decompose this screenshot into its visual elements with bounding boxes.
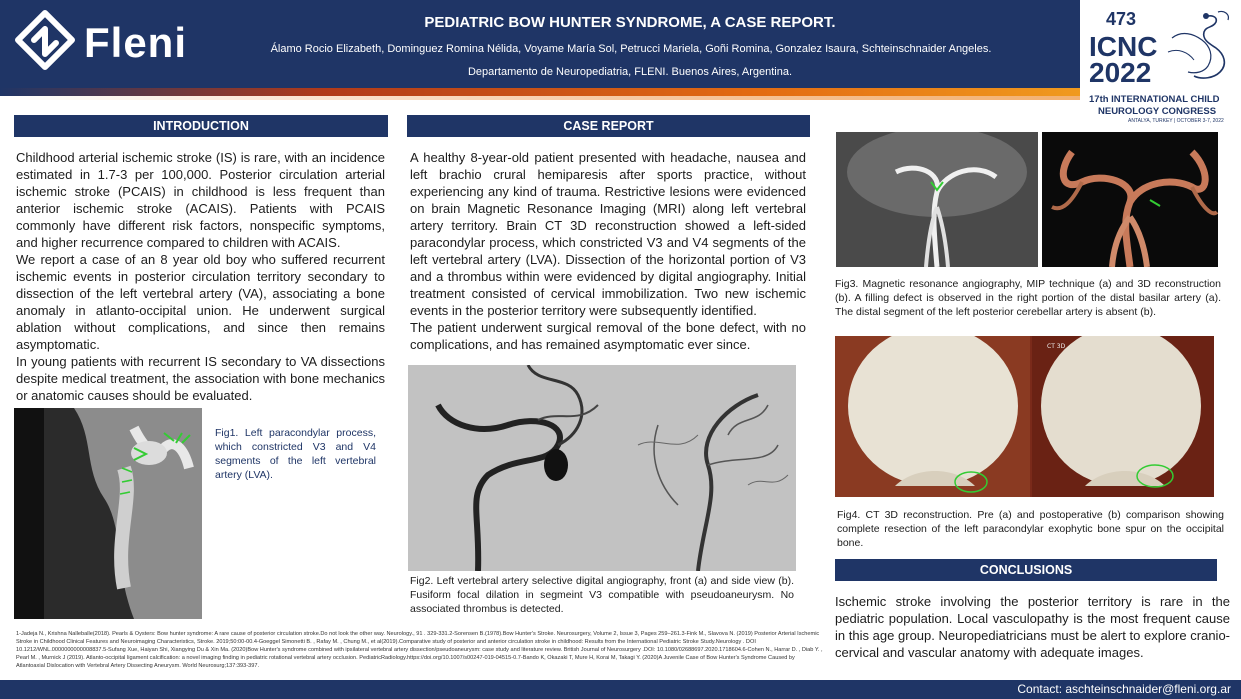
- fig4-caption: Fig4. CT 3D reconstruction. Pre (a) and postoperative (b) comparison showing complete resection of the left paracondylar exophytic bone spur on the occipital bone.: [837, 509, 1224, 549]
- ct-sagittal-image: [14, 408, 202, 619]
- case-paragraph-1: A healthy 8-year-old patient presented with headache, nausea and left brachio crural hemiparesis after sports practice, without experiencing any kind of trauma. Restrictive lesions were evidenced on brain Magnetic Resonance Imaging (MRI) along left vertebral artery territory. Brain CT 3D reconstruction showed a left-sided paracondylar process, which constricted V3 and V4 segments of the left vertebral artery (LVA). Dissection of the horizontal portion of V3 and a thrombus within were evidenced by digital angiography. Initial treatment consisted of cervical immobilization. Two new ischemic events in the posterior territory were subsequently identified.: [410, 150, 806, 318]
- congress-badge: [1080, 0, 1241, 128]
- header-bar: [0, 0, 1241, 92]
- contact-email[interactable]: Contact: aschteinschnaider@fleni.org.ar: [1017, 682, 1231, 696]
- angiography-image: [408, 365, 796, 571]
- affiliation: Departamento de Neuropediatria, FLENI. Buenos Aires, Argentina.: [467, 66, 793, 78]
- poster-number: 473: [1106, 9, 1137, 29]
- fig4-overlay-label: CT 3D: [1047, 343, 1066, 350]
- fig4-image: [835, 336, 1214, 497]
- fleni-logo-icon: [14, 10, 76, 76]
- case-paragraph-2: The patient underwent surgical removal of the bone defect, with no complications, and has remained asymptomatic ever since.: [410, 320, 806, 352]
- authors: Álamo Rocio Elizabeth, Dominguez Romina Nélida, Voyame María Sol, Petrucci Mariela, Goñi Romina, Gonzalez Isaura, Schteinschnaider Angeles.: [270, 43, 992, 55]
- fig2-caption: Fig2. Left vertebral artery selective digital angiography, front (a) and side view (b). Fusiform focal dilation in segmeint V3 compatible with pseudoaneurysm. No associated thrombus is detected.: [410, 575, 794, 615]
- fig2-image: [408, 365, 796, 571]
- conclusions-heading: CONCLUSIONS: [835, 559, 1217, 581]
- fig1-caption: Fig1. Left paracondylar process, which constricted V3 and V4 segments of the left vertebral artery (LVA).: [215, 427, 376, 481]
- mra-mip-image: [836, 132, 1038, 267]
- intro-paragraph-1: Childhood arterial ischemic stroke (IS) is rare, with an incidence estimated in 1.7-3 per 100,000. Posterior circulation arterial ischemic stroke (PCAIS) in childhood is less frequent than anterior ischemic stroke (ACAIS). Patients with PCAIS commonly have different risk factors, nonspecific symptoms, and higher recurrence compared to children with ACAIS.: [16, 150, 385, 250]
- fig3a-image: [836, 132, 1038, 267]
- case-report-heading: CASE REPORT: [407, 115, 810, 137]
- fig1-image: [14, 408, 202, 619]
- logo-text: Fleni: [84, 19, 188, 66]
- accent-stripe-light: [0, 96, 1080, 100]
- introduction-heading: INTRODUCTION: [14, 115, 388, 137]
- accent-stripe: [0, 88, 1080, 96]
- whirling-dancer-icon: [1158, 8, 1236, 90]
- fig3-caption: Fig3. Magnetic resonance angiography, MIP technique (a) and 3D reconstruction (b). A filling defect is observed in the right portion of the distal basilar artery (a). The distal segment of the left posterior cerebellar artery is absent (b).: [835, 278, 1221, 318]
- intro-paragraph-2: We report a case of an 8 year old boy who suffered recurrent ischemic events in posterior circulation territory secondary to dissection of the left vertebral artery (VA), associating a bone anomaly in atlanto-occipital union. He underwent surgical ablation without complications, and since then remains asymptomatic.: [16, 252, 385, 352]
- intro-paragraph-3: In young patients with recurrent IS secondary to VA dissections despite medical treatment, the association with bone mechanics or anatomic causes should be evaluated.: [16, 354, 385, 403]
- ct-3d-skull-image: [835, 336, 1214, 497]
- fig3b-image: [1042, 132, 1218, 267]
- fleni-logo: [14, 10, 187, 76]
- congress-acronym: ICNC 2022: [1089, 31, 1158, 88]
- conclusions-text: Ischemic stroke involving the posterior territory is rare in the pediatric population. Local vasculopathy is the most frequent cause in this age group. Neuropediatricians must be alert to explore cranio-cervical and vascular anatomy with adequate images.: [835, 594, 1230, 660]
- references: 1-Jadeja N., Krishna Nalleballe(2018). Pearls & Oysters: Bow hunter syndrome: A rare cause of posterior circulation stroke.Do not look the other way. Neurology., 91 . 329-331.2-Sorensen B.(1978).Bow Hunter's Stroke. Neurosurgery, Volume 2, Issue 3, Pages 259–261.3-Fink M., Slavova N. (2019) Posterior Arterial Ischemic Stroke in Childhood Clinical Features and Neuroimaging Characteristics, Stroke. 2019;50:00-00.4-Goeggel Simonetti B. , Rafay M. , Chung M., et al(2019).Comparative study of posterior and anterior circulation stroke in childhood: Results from the International Pediatric Stroke Study.Neurology . DOI 10.1212/WNL.0000000000008837.5-Sufang Xue, Haiyan Shi, Xiangying Du & Xin Ma. (2020)Bow Hunter's syndrome combined with ipsilateral vertebral artery dissection/pseudoaneurysm: case study and literature review. British Journal of Neurosurgery .DOI: 10.1080/02688697.2020.1718604.6-Cohen N., Harrar D. , Diab Y. , Pearl M. , Murnick J (2019). Atlanto-occipital ligament calcification: a novel imaging finding in pediatric rotational vertebral artery occlusion. PediatricRadiology.https://doi.org/10.1007/s00247-019-04515-0.7-Bando K, Okazaki T, Mure H, Korai M, Takagi Y. (2020)A Juvenile Case of Bow Hunter's Syndrome Caused by Atlantoaxial Dislocation with Vertebral Artery Dissecting Aneurysm. World Neurosurg;137:393-397.: [16, 631, 823, 669]
- congress-full-name: 17th INTERNATIONAL CHILD NEUROLOGY CONGRESS: [1089, 94, 1220, 117]
- footer-bar: [0, 680, 1241, 699]
- mra-3d-image: [1042, 132, 1218, 267]
- congress-location: ANTALYA, TURKEY | OCTOBER 3-7, 2022: [1128, 118, 1224, 124]
- poster-title: PEDIATRIC BOW HUNTER SYNDROME, A CASE REPORT.: [424, 14, 836, 31]
